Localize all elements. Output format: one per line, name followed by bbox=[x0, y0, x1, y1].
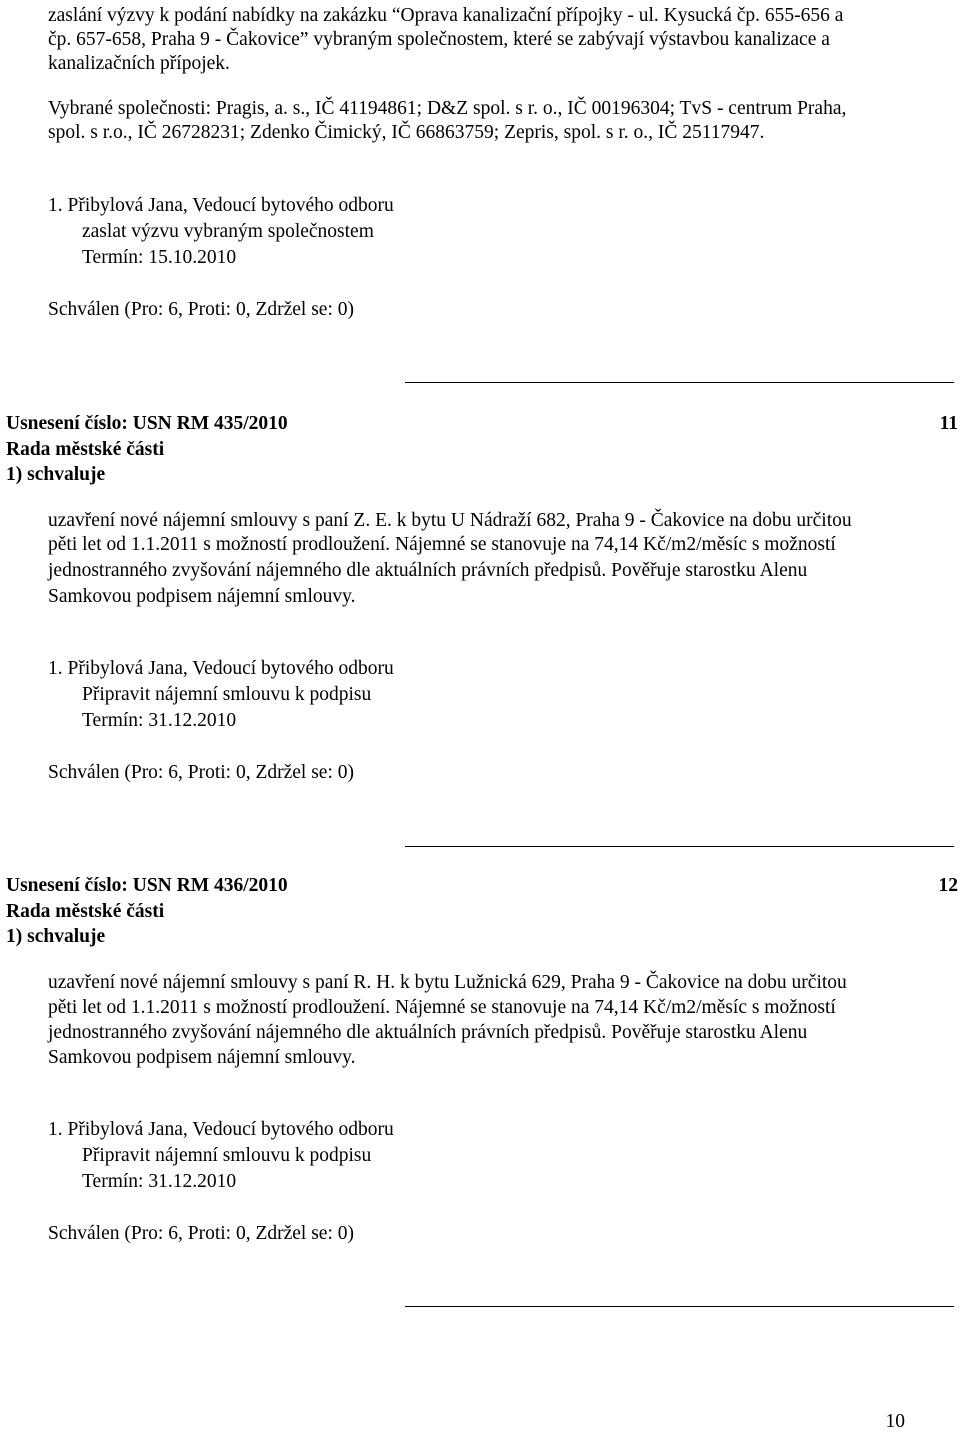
resolution-text-line: uzavření nové nájemní smlouvy s paní R. H. k bytu Lužnická 629, Praha 9 - Čakovice na dobu určitou bbox=[48, 972, 847, 993]
task-assignee: 1. Přibylová Jana, Vedoucí bytového odboru bbox=[48, 195, 394, 216]
task-assignee: 1. Přibylová Jana, Vedoucí bytového odboru bbox=[48, 1119, 394, 1140]
resolution-text-line: pěti let od 1.1.2011 s možností prodloužení. Nájemné se stanovuje na 74,14 Kč/m2/měsíc s možností bbox=[48, 997, 836, 1018]
section-divider bbox=[405, 1306, 954, 1307]
task-deadline: Termín: 31.12.2010 bbox=[82, 1171, 237, 1192]
companies-text-line: Vybrané společnosti: Pragis, a. s., IČ 41194861; D&Z spol. s r. o., IČ 00196304; TvS - centrum Praha, bbox=[48, 98, 847, 119]
resolution-body: Rada městské části bbox=[6, 439, 165, 460]
section-divider bbox=[405, 846, 954, 847]
resolution-title: Usnesení číslo: USN RM 436/2010 bbox=[6, 875, 288, 896]
page-number: 10 bbox=[885, 1411, 905, 1432]
resolution-number: 12 bbox=[938, 875, 958, 896]
resolution-decision: 1) schvaluje bbox=[6, 464, 106, 485]
task-deadline: Termín: 31.12.2010 bbox=[82, 710, 237, 731]
task-action: Připravit nájemní smlouvu k podpisu bbox=[82, 1145, 372, 1166]
resolution-text-line: uzavření nové nájemní smlouvy s paní Z. E. k bytu U Nádraží 682, Praha 9 - Čakovice na dobu určitou bbox=[48, 510, 852, 531]
resolution-body: Rada městské části bbox=[6, 901, 165, 922]
resolution-text-line: Samkovou podpisem nájemní smlouvy. bbox=[48, 586, 356, 607]
approval-status: Schválen (Pro: 6, Proti: 0, Zdržel se: 0) bbox=[48, 762, 354, 783]
companies-text-line: spol. s r.o., IČ 26728231; Zdenko Čimický, IČ 66863759; Zepris, spol. s r. o., IČ 25117947. bbox=[48, 122, 765, 143]
intro-text-line: čp. 657-658, Praha 9 - Čakovice” vybraným společnostem, které se zabývají výstavbou kanalizace a bbox=[48, 29, 830, 50]
resolution-number: 11 bbox=[939, 413, 958, 434]
resolution-text-line: jednostranného zvyšování nájemného dle aktuálních právních předpisů. Pověřuje starostku Alenu bbox=[48, 1022, 808, 1043]
approval-status: Schválen (Pro: 6, Proti: 0, Zdržel se: 0) bbox=[48, 299, 354, 320]
resolution-title: Usnesení číslo: USN RM 435/2010 bbox=[6, 413, 288, 434]
resolution-text-line: pěti let od 1.1.2011 s možností prodloužení. Nájemné se stanovuje na 74,14 Kč/m2/měsíc s možností bbox=[48, 534, 836, 555]
resolution-decision: 1) schvaluje bbox=[6, 926, 106, 947]
approval-status: Schválen (Pro: 6, Proti: 0, Zdržel se: 0) bbox=[48, 1223, 354, 1244]
task-action: Připravit nájemní smlouvu k podpisu bbox=[82, 684, 372, 705]
section-divider bbox=[405, 382, 954, 383]
task-assignee: 1. Přibylová Jana, Vedoucí bytového odboru bbox=[48, 658, 394, 679]
resolution-text-line: Samkovou podpisem nájemní smlouvy. bbox=[48, 1047, 356, 1068]
intro-text-line: zaslání výzvy k podání nabídky na zakázku “Oprava kanalizační přípojky - ul. Kysucká čp. 655-656 a bbox=[48, 5, 844, 26]
task-action: zaslat výzvu vybraným společnostem bbox=[82, 221, 374, 242]
intro-text-line: kanalizačních přípojek. bbox=[48, 53, 230, 74]
task-deadline: Termín: 15.10.2010 bbox=[82, 247, 237, 268]
resolution-text-line: jednostranného zvyšování nájemného dle aktuálních právních předpisů. Pověřuje starostku Alenu bbox=[48, 560, 808, 581]
